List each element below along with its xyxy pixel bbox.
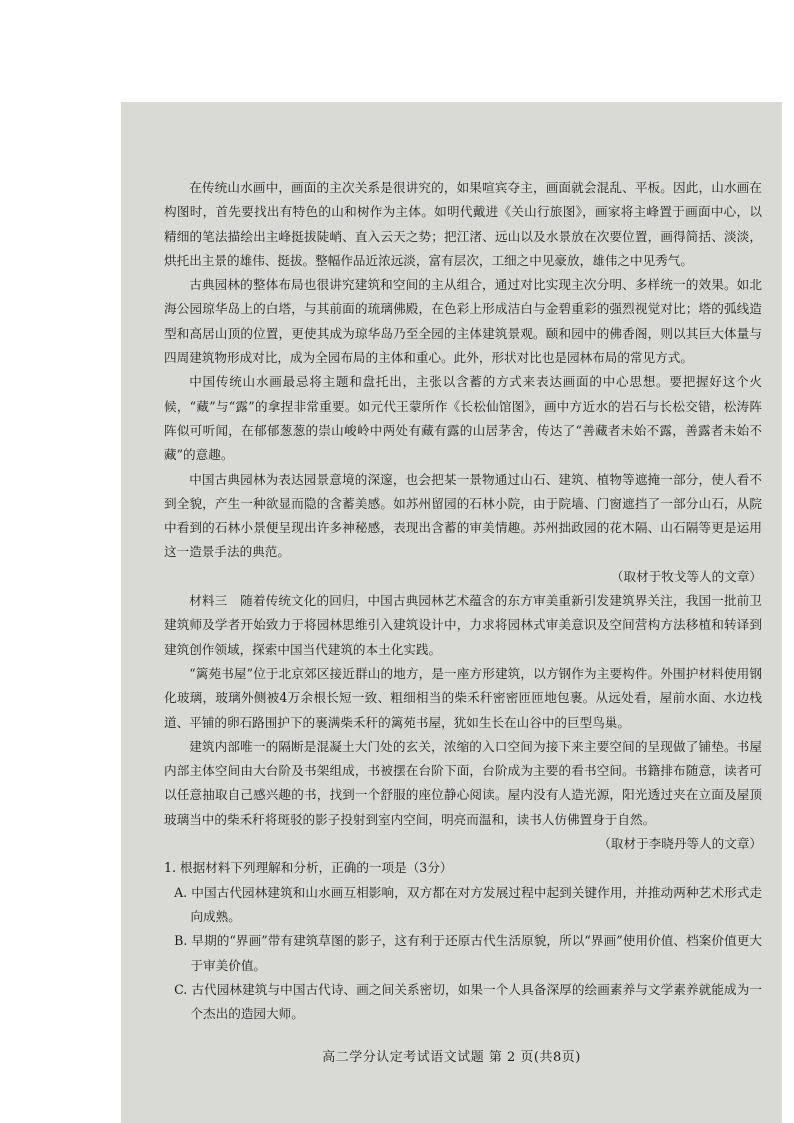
- question-1-option-b: B. 早期的“界画”带有建筑草图的影子，这有利于还原古代生活原貌，所以“界画”使用价值、档案价值更大于审美价值。: [174, 933, 762, 973]
- exam-page: [121, 102, 782, 1123]
- paragraph-garden-conceal: 中国古典园林为表达园景意境的深邃，也会把某一景物通过山石、建筑、植物等遮掩一部分，使人看不到全貌，产生一种欲显而隐的含蓄美感。如苏州留园的石林小院，由于院墙、门窗遮挡了一部分山石，从院中看到的石林小景便呈现出许多神秘感，表现出含蓄的审美情趣。苏州拙政园的花木隔、山石隔等更是运用这一造景手法的典范。: [164, 471, 762, 560]
- material-three-intro: 材料三 随着传统文化的回归，中国古典园林艺术蕴含的东方审美重新引发建筑界关注，我国一批前卫建筑师及学者开始致力于将园林思维引入建筑设计中，力求将园林式审美意识及空间营构方法移植和转译到建筑创作领域，探索中国当代建筑的本土化实践。: [164, 593, 762, 657]
- page-footer: 高二学分认定考试语文试题 第 2 页(共8页): [322, 1050, 581, 1065]
- question-1-option-a: A. 中国古代园林建筑和山水画互相影响，双方都在对方发展过程中起到关键作用，并推动两种艺术形式走向成熟。: [174, 884, 762, 924]
- article-body: [164, 176, 762, 1026]
- paragraph-liyuan-exterior: “篱苑书屋”位于北京郊区接近群山的地方，是一座方形建筑，以方钢作为主要构件。外围护材料使用钢化玻璃，玻璃外侧被4万余根长短一致、粗细相当的柴禾秆密密匝匝地包裹。从远处看，屋前水面、水边栈道、平铺的卵石路围护下的裹满柴禾秆的篱苑书屋，犹如生长在山谷中的巨型鸟巢。: [164, 665, 762, 730]
- source-citation-1: （取材于牧戈等人的文章）: [610, 568, 762, 584]
- paragraph-painting-hierarchy: 在传统山水画中，画面的主次关系是很讲究的，如果喧宾夺主，画面就会混乱、平板。因此，山水画在构图时，首先要找出有特色的山和树作为主体。如明代戴进《关山行旅图》，画家将主峰置于画面中心，以精细的笔法描绘出主峰挺拔陡峭、直入云天之势；把江渚、远山以及水景放在次要位置，画得简括、淡淡，烘托出主景的雄伟、挺拔。整幅作品近浓远淡，富有层次，工细之中见豪放，雄伟之中见秀气。: [164, 180, 762, 268]
- paragraph-liyuan-interior: 建筑内部唯一的隔断是混凝土大门处的玄关，浓缩的入口空间为接下来主要空间的呈现做了铺垫。书屋内部主体空间由大台阶及书架组成，书被摆在台阶下面，台阶成为主要的看书空间。书籍排布随意，读者可以任意抽取自己感兴趣的书，找到一个舒服的座位静心阅读。屋内没有人造光源，阳光透过夹在立面及屋顶玻璃当中的柴禾秆将斑驳的影子投射到室内空间，明亮而温和，读书人仿佛置身于自然。: [164, 738, 762, 827]
- paragraph-garden-hierarchy: 古典园林的整体布局也很讲究建筑和空间的主从组合，通过对比实现主次分明、多样统一的效果。如北海公园琼华岛上的白塔，与其前面的琉璃佛殿，在色彩上形成洁白与金碧重彩的强烈视觉对比；塔的弧线造型和高居山顶的位置，更使其成为琼华岛乃至全园的主体建筑景观。颐和园中的佛香阁，则以其巨大体量与四周建筑物形成对比，成为全园布局的主体和重心。此外，形状对比也是园林布局的常见方式。: [164, 277, 762, 366]
- question-1-option-c: C. 古代园林建筑与中国古代诗、画之间关系密切，如果一个人具备深厚的绘画素养与文学素养就能成为一个杰出的造园大师。: [174, 981, 762, 1022]
- question-1-stem: 1. 根据材料下列理解和分析，正确的一项是（3分）: [164, 860, 453, 876]
- paragraph-painting-conceal: 中国传统山水画最忌将主题和盘托出，主张以含蓄的方式来表达画面的中心思想。要把握好这个火候，“藏”与“露”的拿捏非常重要。如元代王蒙所作《长松仙馆图》，画中方近水的岩石与长松交错，松涛阵阵似可听闻，在郁郁葱葱的崇山峻岭中两处有藏有露的山居茅舍，传达了“善藏者未始不露，善露者未始不藏”的意趣。: [164, 374, 762, 463]
- source-citation-2: （取材于李晓丹等人的文章）: [598, 836, 762, 852]
